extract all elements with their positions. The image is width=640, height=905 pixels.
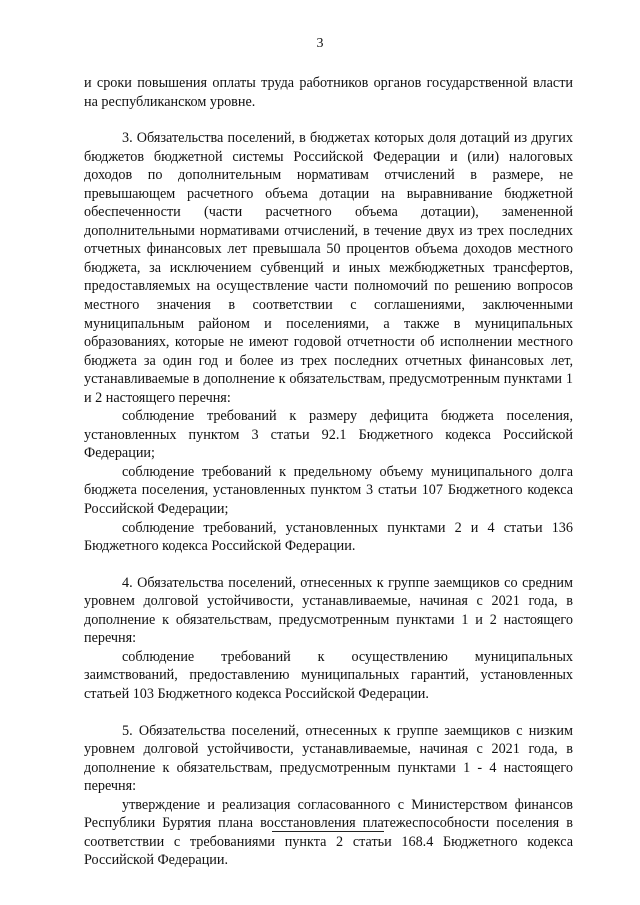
paragraph-gap (84, 111, 573, 129)
clause-3-item-deficit: соблюдение требований к размеру дефицита бюджета поселения, установленных пунктом 3 статьи 92.1 Бюджетного кодекса Российской Федерации; (84, 408, 573, 462)
clause-3-paragraph: 3. Обязательства поселений, в бюджетах которых доля дотаций из других бюджетов бюджетной системы Российской Федерации и (или) налоговых доходов по дополнительным нормативам отчислений в размере, не превышающем расчетного объема дотации на выравнивание бюджетной обеспеченности (части расчетного объема дотации), замененной дополнительными нормативами отчислений, в течение двух из трех последних отчетных финансовых лет превышала 50 процентов объема доходов местного бюджета, за исключением субвенций и иных межбюджетных трансфертов, предоставляемых на осуществление части полномочий по решению вопросов местного значения в соответствии с соглашениями, заключенными муниципальным районом и поселениями, а также в муниципальных образованиях, которые не имеют годовой отчетности об исполнении местного бюджета за один год и более из трех последних отчетных финансовых лет, устанавливаемые в дополнение к обязательствам, предусмотренным пунктами 1 и 2 настоящего перечня: (84, 130, 573, 406)
clause-4-paragraph: 4. Обязательства поселений, отнесенных к группе заемщиков со средним уровнем долговой устойчивости, устанавливаемые, начиная с 2021 года, в дополнение к обязательствам, предусмотренным пунктами 1 и 2 настоящего перечня: (84, 574, 573, 647)
clause-4-item-borrowings: соблюдение требований к осуществлению муниципальных заимствований, предоставлению муниципальных гарантий, установленных статьей 103 Бюджетного кодекса Российской Федерации. (84, 648, 573, 702)
clause-3-item-article-136: соблюдение требований, установленных пунктами 2 и 4 статьи 136 Бюджетного кодекса Российской Федерации. (84, 519, 573, 555)
paragraph-gap (84, 704, 573, 722)
paragraph-continuation: и сроки повышения оплаты труда работников органов государственной власти на республиканском уровне. (84, 75, 573, 110)
end-divider-line (272, 831, 384, 832)
clause-5-item-recovery-plan: утверждение и реализация согласованного с Министерством финансов Республики Бурятия плана восстановления платежеспособности поселения в соответствии с требованиями пункта 2 статьи 168.4 Бюджетного кодекса Российской Федерации. (84, 796, 573, 869)
clause-5-paragraph: 5. Обязательства поселений, отнесенных к группе заемщиков с низким уровнем долговой устойчивости, устанавливаемые, начиная с 2021 года, в дополнение к обязательствам, предусмотренным пунктами 1 - 4 настоящего перечня: (84, 722, 573, 795)
paragraph-gap (84, 556, 573, 574)
clause-3-item-debt-limit: соблюдение требований к предельному объему муниципального долга бюджета поселения, установленных пунктом 3 статьи 107 Бюджетного кодекса Российской Федерации; (84, 463, 573, 518)
page-number: 3 (316, 36, 324, 51)
document-body (84, 74, 573, 870)
